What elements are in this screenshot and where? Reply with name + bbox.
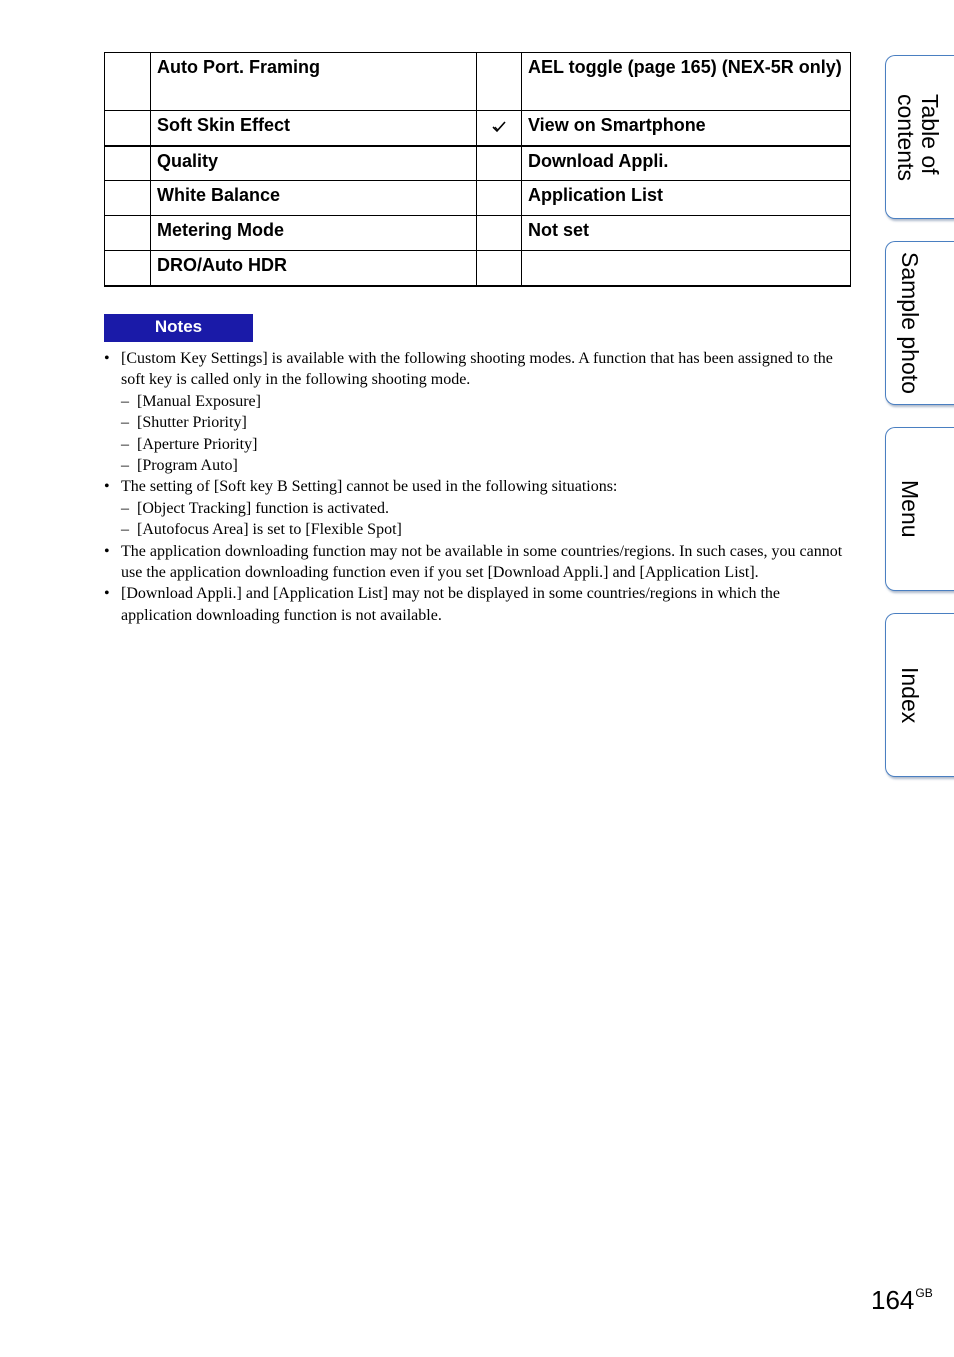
notes-heading: Notes <box>104 314 253 342</box>
check-cell <box>477 216 522 251</box>
note-item <box>104 476 850 540</box>
function-label: Not set <box>522 216 851 251</box>
function-table <box>104 52 851 287</box>
note-subitem <box>121 498 850 519</box>
dash: – <box>121 499 129 517</box>
check-cell <box>105 146 151 181</box>
note-subitem <box>121 434 850 455</box>
function-label: Download Appli. <box>522 146 851 181</box>
tab-label: Table of contents <box>893 93 943 181</box>
note-subitem <box>121 412 850 433</box>
note-subitem <box>121 519 850 540</box>
function-label: Quality <box>151 146 477 181</box>
check-cell <box>477 181 522 216</box>
note-item <box>104 541 850 584</box>
function-label: Application List <box>522 181 851 216</box>
note-text: [Custom Key Settings] is available with the following shooting modes. A function that has been assigned to the soft key is called only in the following shooting mode. <box>121 350 833 389</box>
table-row <box>105 53 851 111</box>
tab-label: Index <box>897 666 923 724</box>
notes-list <box>104 348 850 626</box>
check-cell <box>477 111 522 146</box>
note-subitem <box>121 391 850 412</box>
check-cell <box>105 53 151 111</box>
check-cell <box>105 181 151 216</box>
page-number-suffix: GB <box>915 1286 933 1300</box>
tab-menu[interactable] <box>885 427 954 591</box>
note-text: The setting of [Soft key B Setting] cannot be used in the following situations: <box>121 478 618 496</box>
note-subitem-text: [Program Auto] <box>137 457 238 475</box>
note-subitem-text: [Shutter Priority] <box>137 414 247 432</box>
check-cell <box>105 216 151 251</box>
bullet: • <box>104 478 110 496</box>
bullet: • <box>104 542 110 560</box>
dash: – <box>121 457 129 475</box>
note-item <box>104 583 850 626</box>
check-cell <box>477 53 522 111</box>
check-cell <box>477 146 522 181</box>
page-number-value: 164 <box>871 1285 915 1315</box>
table-row <box>105 216 851 251</box>
tab-label: Sample photo <box>897 252 923 394</box>
function-label: Metering Mode <box>151 216 477 251</box>
bullet: • <box>104 350 110 367</box>
note-subitem-text: [Aperture Priority] <box>137 435 258 453</box>
note-subitem-text: [Autofocus Area] is set to [Flexible Spot] <box>137 521 402 539</box>
note-text: [Download Appli.] and [Application List] may not be displayed in some countries/regions in which the application downloading function is not available. <box>121 585 780 624</box>
table-row <box>105 146 851 181</box>
dash: – <box>121 521 129 539</box>
bullet: • <box>104 585 110 603</box>
function-label: White Balance <box>151 181 477 216</box>
tab-index[interactable] <box>885 613 954 777</box>
dash: – <box>121 414 129 432</box>
page-number <box>871 1278 933 1315</box>
check-cell <box>105 111 151 146</box>
note-subitem-text: [Object Tracking] function is activated. <box>137 499 389 517</box>
checkmark-icon <box>491 120 507 134</box>
table-row <box>105 251 851 286</box>
check-cell <box>105 251 151 286</box>
function-label: Soft Skin Effect <box>151 111 477 146</box>
tab-table-of-contents[interactable] <box>885 55 954 219</box>
note-subitem <box>121 455 850 476</box>
dash: – <box>121 435 129 453</box>
function-label: Auto Port. Framing <box>151 53 477 111</box>
function-label: DRO/Auto HDR <box>151 251 477 286</box>
note-text: The application downloading function may not be available in some countries/regions. In such cases, you cannot use the application downloading function even if you set [Download Appli.] and [Application List]. <box>121 542 843 582</box>
dash: – <box>121 392 129 410</box>
check-cell <box>477 251 522 286</box>
function-label: AEL toggle (page 165) (NEX-5R only) <box>522 53 851 111</box>
tab-sample-photo[interactable] <box>885 241 954 405</box>
note-item <box>104 348 850 476</box>
note-subitem-text: [Manual Exposure] <box>137 392 261 410</box>
tab-label: Menu <box>897 480 923 538</box>
function-label: View on Smartphone <box>522 111 851 146</box>
table-row <box>105 111 851 146</box>
function-label <box>522 251 851 286</box>
table-row <box>105 181 851 216</box>
